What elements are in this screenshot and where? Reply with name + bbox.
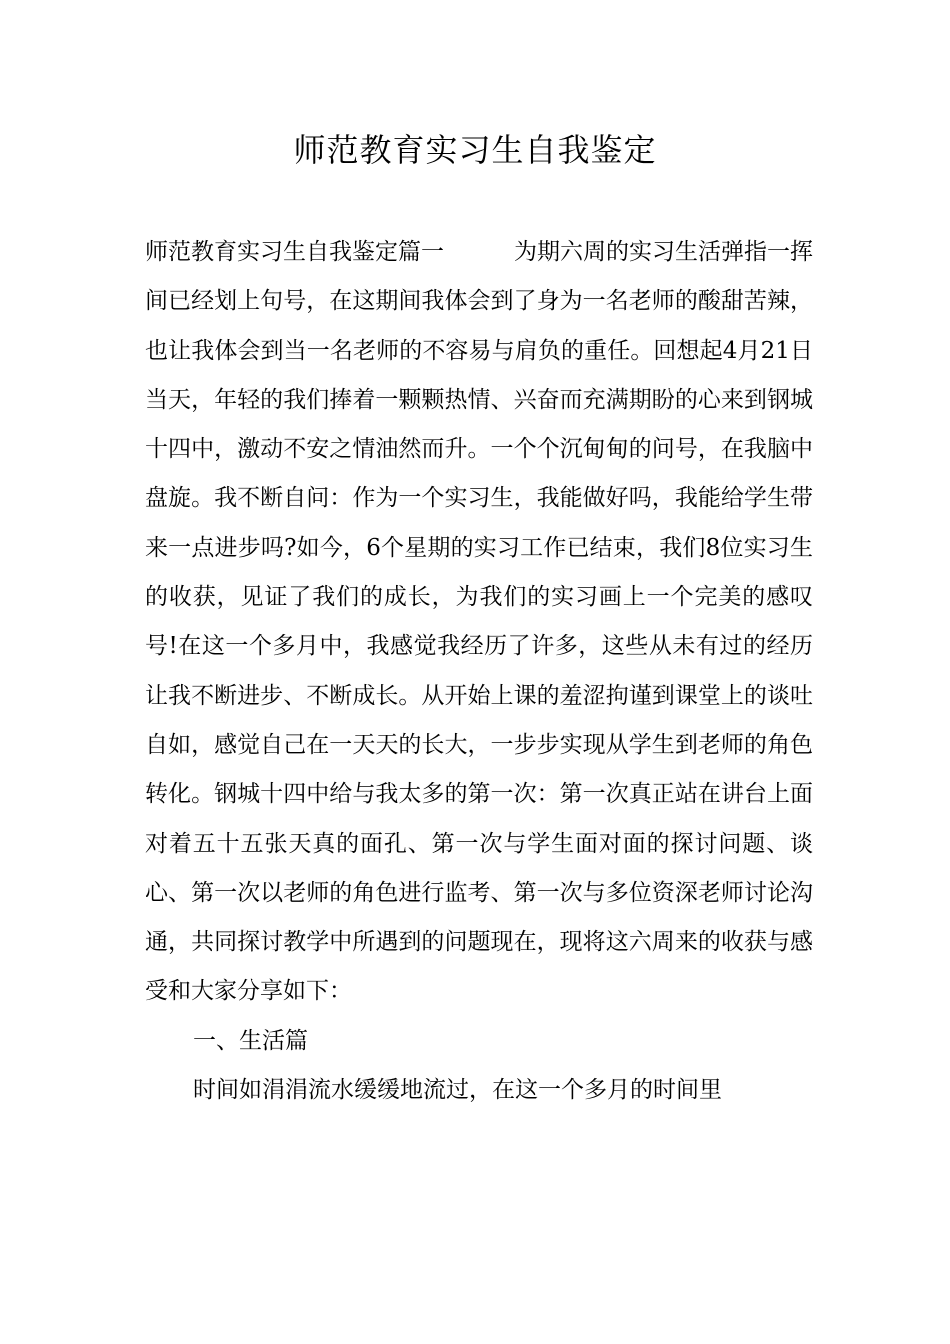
intro-text: 为期六周的实习生活弹指一挥间已经划上句号，在这期间我体会到了身为一名老师的酸甜苦辣，也让我体会到当一名老师的不容易与肩负的重任。回想起4月21日当天，年轻的我们捧着一颗颗热情、兴奋而充满期盼的心来到钢城十四中，激动不安之情油然而升。一个个沉甸甸的问号，在我脑中盘旋。我不断自问：作为一个实习生，我能做好吗，我能给学生带来一点进步吗?如今，6个星期的实习工作已结束，我们8位实习生的收获，见证了我们的成长，为我们的实习画上一个完美的感叹号!在这一个多月中，我感觉我经历了许多，这些从未有过的经历让我不断进步、不断成长。从开始上课的羞涩拘谨到课堂上的谈吐自如，感觉自己在一天天的长大，一步步实现从学生到老师的角色转化。钢城十四中给与我太多的第一次：第一次真正站在讲台上面对着五十五张天真的面孔、第一次与学生面对面的探讨问题、谈心、第一次以老师的角色进行监考、第一次与多位资深老师讨论沟通，共同探讨教学中所遇到的问题现在，现将这六周来的收获与感受和大家分享如下： bbox=[145, 239, 813, 1005]
document-title: 师范教育实习生自我鉴定 bbox=[293, 131, 657, 169]
intro-paragraph bbox=[145, 228, 813, 1017]
intro-label: 师范教育实习生自我鉴定篇一 bbox=[145, 239, 444, 265]
section-paragraph: 时间如涓涓流水缓缓地流过，在这一个多月的时间里 bbox=[193, 1077, 722, 1104]
section-heading: 一、生活篇 bbox=[193, 1027, 308, 1054]
document-body bbox=[145, 228, 813, 1115]
